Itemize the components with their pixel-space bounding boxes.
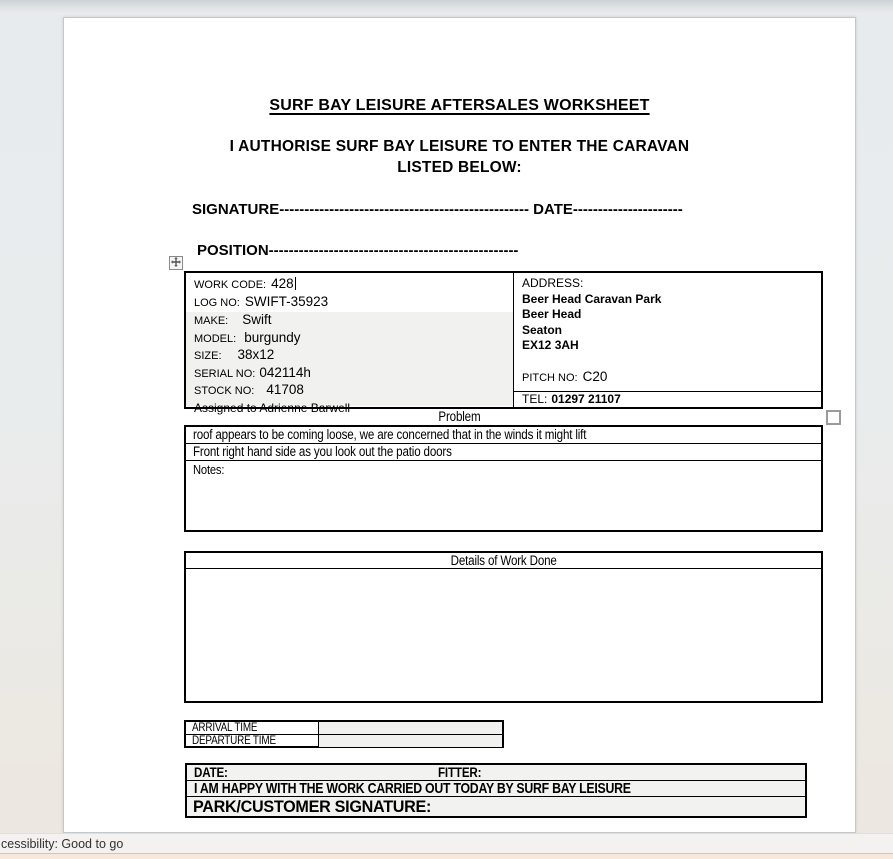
work-code-row: [186, 276, 513, 294]
customer-signature-row: PARK/CUSTOMER SIGNATURE:: [193, 797, 432, 816]
work-done-table[interactable]: [184, 551, 823, 703]
fitter-label: FITTER:: [438, 765, 482, 780]
document-page[interactable]: [63, 17, 856, 833]
vehicle-info-table[interactable]: [184, 271, 823, 415]
notes-label: Notes:: [193, 462, 225, 477]
size-row: [186, 347, 513, 365]
arrival-time-value-cell[interactable]: [319, 722, 502, 734]
text-cursor-caret: [295, 277, 296, 290]
stock-no-row: [186, 382, 513, 400]
model-label: MODEL:: [194, 332, 237, 345]
log-no-label: LOG NO:: [194, 296, 240, 309]
stock-no-label: STOCK NO:: [194, 385, 255, 397]
work-code-label: WORK CODE:: [194, 279, 267, 291]
address-line-3: Seaton: [522, 322, 563, 337]
notes-cell[interactable]: [186, 461, 821, 478]
problem-row-2: Front right hand side as you look out the patio doors: [186, 444, 821, 461]
log-no-row: [186, 294, 513, 312]
move-cross-icon: [171, 254, 181, 272]
tel-label: TEL:: [522, 392, 548, 406]
assigned-to-line: Assigned to Adrienne Barwell: [194, 400, 351, 415]
make-row: [186, 312, 513, 330]
make-value: Swift: [242, 312, 272, 327]
work-done-empty-cell[interactable]: [186, 569, 821, 703]
window-top-edge: [0, 0, 893, 14]
position-line: POSITION--------------------------------------------------: [197, 242, 519, 259]
pitch-no-label: PITCH NO:: [522, 371, 578, 384]
address-cell[interactable]: [514, 273, 821, 407]
pitch-no-row: [514, 368, 821, 387]
date-fitter-row: [187, 765, 805, 781]
accessibility-status[interactable]: cessibility: Good to go: [1, 837, 124, 851]
status-bar: [0, 833, 893, 853]
departure-time-value-cell[interactable]: [319, 735, 502, 748]
address-line-2: Beer Head: [522, 307, 582, 321]
tel-value: 01297 21107: [551, 392, 621, 406]
problem-row-1: roof appears to be coming loose, we are concerned that in the winds it might lift: [186, 427, 821, 444]
departure-time-label-cell: DEPARTURE TIME: [186, 735, 319, 748]
size-value: 38x12: [237, 347, 275, 362]
authorise-paragraph: [64, 137, 855, 178]
times-table[interactable]: [184, 720, 504, 748]
serial-no-row: [186, 365, 513, 383]
date-label: DATE:: [194, 765, 228, 780]
window-bottom-edge: [0, 853, 893, 859]
document-title: SURF BAY LEISURE AFTERSALES WORKSHEET: [269, 97, 650, 114]
signature-date-line: SIGNATURE-------------------------------------------------- DATE----------------------: [192, 201, 683, 218]
arrival-time-row: [186, 722, 502, 735]
work-done-heading: Details of Work Done: [186, 553, 821, 569]
shaded-vehicle-fields: [186, 312, 513, 415]
serial-no-value: 042114h: [259, 364, 311, 380]
authorise-line-2: LISTED BELOW:: [397, 158, 522, 176]
address-line-4: EX12 3AH: [522, 338, 579, 352]
problem-table[interactable]: [184, 425, 823, 532]
departure-time-row: [186, 735, 502, 748]
table-move-handle[interactable]: [169, 256, 183, 270]
stock-no-value: 41708: [266, 382, 304, 397]
make-label: MAKE:: [194, 315, 229, 327]
happy-statement-row: I AM HAPPY WITH THE WORK CARRIED OUT TODAY BY SURF BAY LEISURE: [187, 781, 805, 797]
vehicle-details-cell[interactable]: [186, 273, 514, 415]
model-value: burgundy: [244, 329, 301, 345]
tel-row: [514, 391, 821, 407]
work-code-value: 428: [271, 276, 294, 291]
pitch-no-value: C20: [582, 368, 608, 384]
problem-heading: Problem: [438, 409, 481, 424]
arrival-time-label-cell: ARRIVAL TIME: [186, 722, 319, 734]
authorise-line-1: I AUTHORISE SURF BAY LEISURE TO ENTER THE CARAVAN: [229, 138, 690, 155]
model-row: [186, 330, 513, 348]
address-label: ADDRESS:: [522, 276, 584, 290]
log-no-value: SWIFT-35923: [244, 293, 329, 309]
size-label: SIZE:: [194, 350, 222, 362]
address-line-1: Beer Head Caravan Park: [522, 291, 662, 306]
sign-off-table[interactable]: [185, 763, 807, 818]
serial-no-label: SERIAL NO:: [194, 367, 256, 380]
